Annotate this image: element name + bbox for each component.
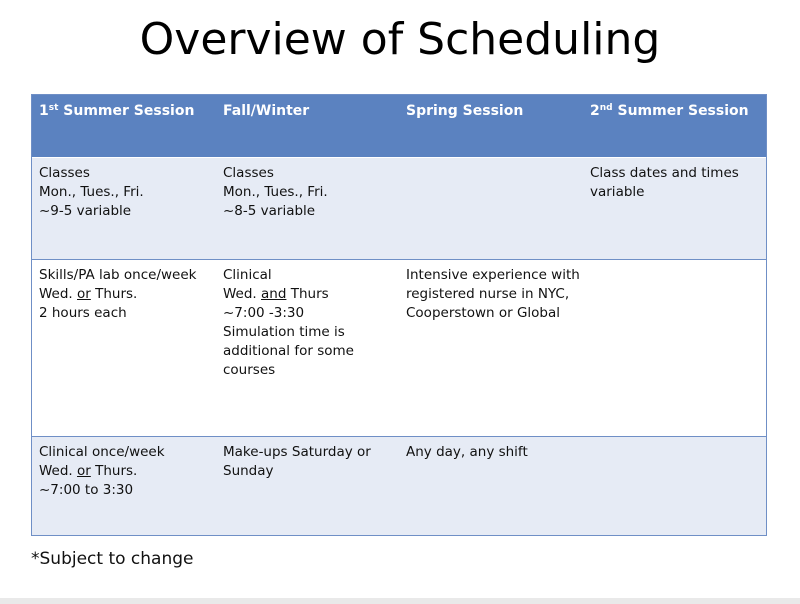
header-fall-winter: Fall/Winter xyxy=(216,95,399,157)
header-second-summer-session: 2nd Summer Session xyxy=(583,95,766,157)
cell-skills-lab-first-summer: Skills/PA lab once/week Wed. or Thurs. 2 hours each xyxy=(32,259,216,436)
cell-classes-first-summer: Classes Mon., Tues., Fri. ~9-5 variable xyxy=(32,157,216,259)
schedule-table xyxy=(31,94,767,536)
cell-classes-second-summer: Class dates and times variable xyxy=(583,157,766,259)
bottom-divider xyxy=(0,598,800,604)
header-spring-session: Spring Session xyxy=(399,95,583,157)
cell-intensive-spring: Intensive experience with registered nurse in NYC, Cooperstown or Global xyxy=(399,259,583,436)
cell-clinical-first-summer: Clinical once/week Wed. or Thurs. ~7:00 to 3:30 xyxy=(32,436,216,535)
cell-any-shift-spring: Any day, any shift xyxy=(399,436,583,535)
cell-row2-second-summer-empty xyxy=(583,259,766,436)
subject-to-change-note: *Subject to change xyxy=(31,549,194,569)
cell-classes-spring-empty xyxy=(399,157,583,259)
cell-clinical-fall-winter: Clinical Wed. and Thurs ~7:00 -3:30 Simulation time is additional for some courses xyxy=(216,259,399,436)
header-first-summer-session: 1st Summer Session xyxy=(32,95,216,157)
cell-row3-second-summer-empty xyxy=(583,436,766,535)
cell-makeups-fall-winter: Make-ups Saturday or Sunday xyxy=(216,436,399,535)
cell-classes-fall-winter: Classes Mon., Tues., Fri. ~8-5 variable xyxy=(216,157,399,259)
slide-title: Overview of Scheduling xyxy=(139,14,661,65)
